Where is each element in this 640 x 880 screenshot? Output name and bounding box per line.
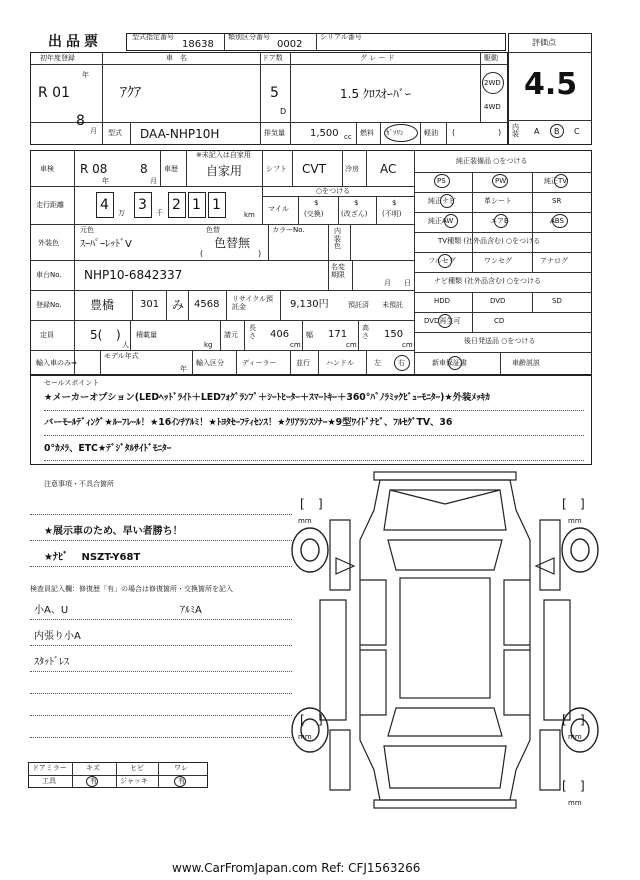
length-label: 長さ <box>249 324 256 340</box>
tire-fr-bracket-r: ] <box>580 497 585 511</box>
mileage-digit-3: 2 <box>172 197 181 213</box>
nav-header: ナビ種類 (社外品含む) ○をつける <box>434 277 542 285</box>
width-value: 171 <box>328 329 348 340</box>
equip-navi: 純正ナビ <box>428 197 456 205</box>
first-reg-label: 初年度登録 <box>40 54 75 62</box>
inner-color-label: 内装色 <box>334 227 341 251</box>
notes-line-1: ★展示車のため、早い者勝ち！ <box>44 526 183 537</box>
mileage-digit-4: 1 <box>192 197 201 213</box>
sales-line-1: ★メーカーオプション(LEDﾍｯﾄﾞﾗｲﾄ＋LEDﾌｫｸﾞﾗﾝﾌﾟ＋ｼｰﾄﾋｰﾀｰ＋ｽﾏｰﾄｷｰ＋360°ﾊﾟﾉﾗﾐｯｸﾋﾞｭｰﾓﾆﾀｰ)★外装ﾒｯｷｶ <box>44 392 490 403</box>
legend-jack-have: 有 <box>178 777 185 785</box>
grade-label: グ レ ー ド <box>360 54 395 62</box>
shaken-year: R 08 <box>80 162 108 176</box>
nav-dvd: DVD <box>490 297 506 305</box>
mileage-unknown: (不明) <box>382 210 402 218</box>
nav-cd: CD <box>494 317 505 325</box>
legend-mirror: ドアミラー <box>32 764 67 772</box>
notes-label: 注意事項・不具合箇所 <box>44 480 114 488</box>
spare-bracket-l: [ <box>562 779 567 793</box>
equip-ps: PS <box>437 177 446 185</box>
car-name: ｱｸｱ <box>120 85 141 101</box>
equip-sr: SR <box>552 197 562 205</box>
tire-rl-bracket-r: ] <box>318 713 323 727</box>
mileage-swap: (交換) <box>304 210 324 218</box>
load-label: 積載量 <box>136 331 157 339</box>
car-damage-diagram <box>290 470 600 810</box>
shaken-month: 8 <box>140 162 148 176</box>
load-unit: kg <box>204 341 213 349</box>
recycle-amount: 9,130円 <box>290 299 329 310</box>
footer-reference: www.CarFromJapan.com Ref: CFJ1563266 <box>172 861 421 875</box>
request-label: 請元 <box>224 331 238 339</box>
interior-b: B <box>554 127 560 136</box>
registration-area: 豊橋 <box>90 298 115 312</box>
tv-header: TV種類 (社外品含む) ○をつける <box>438 237 541 245</box>
import-dealer: ディーラー <box>242 359 277 367</box>
handle-left: 左 <box>374 359 381 367</box>
doors-label: ドア数 <box>262 54 283 62</box>
score-value: 4.5 <box>524 67 578 102</box>
sheet-title: 出品票 <box>48 34 102 50</box>
spare-mm: mm <box>568 799 582 807</box>
rename-deadline-label: 名変期限 <box>331 263 345 279</box>
doors-type: D <box>280 107 287 116</box>
color-repaint: 色替無 <box>214 236 251 250</box>
width-unit: cm <box>346 341 357 349</box>
car-name-label: 車 名 <box>166 54 187 62</box>
model-label: 型式 <box>108 129 122 137</box>
nav-sd: SD <box>552 297 562 305</box>
type-approval-label: 型式指定番号 <box>132 33 174 41</box>
interior-label: 内装 <box>512 123 519 138</box>
serial-label: シリアル番号 <box>320 33 362 41</box>
sales-point-label: セールスポイント <box>44 379 100 387</box>
grade-name: 1.5 ｸﾛｽｵｰﾊﾞｰ <box>340 87 411 101</box>
ac-value: AC <box>380 162 397 176</box>
tv-fullseg: フルセグ <box>428 257 456 265</box>
mileage-swap-mark: $ <box>314 199 319 207</box>
ac-label: 冷房 <box>345 165 359 173</box>
fuel-gasoline: ｶﾞｿﾘﾝ <box>386 129 404 137</box>
later-warranty: 新車保証書 <box>432 359 467 367</box>
height-unit: cm <box>402 341 413 349</box>
interior-b-circle <box>550 124 564 138</box>
legend-crack: ヒビ <box>130 764 144 772</box>
mileage-tamper: (改ざん) <box>341 210 368 218</box>
rename-month: 月 <box>384 279 391 287</box>
tire-fl-bracket-r: ] <box>318 497 323 511</box>
light-oil-label: 軽油 <box>424 129 438 137</box>
mileage-sen: 千 <box>156 209 163 217</box>
mileage-digit-2: 3 <box>138 197 147 213</box>
mileage-tamper-mark: $ <box>354 199 359 207</box>
use-value: 自家用 <box>206 164 243 178</box>
model-year-label: モデル年式 <box>104 352 139 360</box>
handle-right-circle <box>394 355 410 371</box>
color-code-label: 色替 <box>206 226 220 234</box>
equip-tv: 純正TV <box>544 177 568 185</box>
fuel-circle <box>384 124 418 142</box>
interior-c: C <box>574 127 580 136</box>
rename-day: 日 <box>404 279 411 287</box>
displacement-value: 1,500 <box>310 128 339 139</box>
score-label: 評価点 <box>532 38 556 47</box>
tire-rr-bracket-r: ] <box>580 713 585 727</box>
color-paren-left: ( <box>200 249 204 258</box>
mileage-unknown-mark: $ <box>392 199 397 207</box>
model-code: DAA-NHP10H <box>140 127 220 141</box>
shift-label: シフト <box>266 165 287 173</box>
fuel-label: 燃料 <box>360 129 374 137</box>
type-approval-number: 18638 <box>182 39 214 50</box>
color-number-label: カラーNo. <box>272 226 305 234</box>
inspector-entry-3: 内張り小A <box>34 631 81 642</box>
first-reg-year: R 01 <box>38 85 70 101</box>
use-note: ※未記入は自家用 <box>196 151 251 159</box>
later-header: 後日発送品 ○をつける <box>464 337 536 345</box>
color-paren-right: ) <box>258 249 262 258</box>
handle-label: ハンドル <box>326 359 354 367</box>
displacement-label: 排気量 <box>264 129 285 137</box>
tire-rl-mm: mm <box>298 733 312 741</box>
equip-aw: 純正AW <box>428 217 454 225</box>
inspector-entry-1: 小A、U <box>34 605 69 616</box>
class-label: 類別区分番号 <box>228 33 270 41</box>
inspector-entry-4: ｽﾀｯﾄﾞﾚｽ <box>34 657 69 668</box>
tire-fr-bracket-l: [ <box>562 497 567 511</box>
legend-tools: 工具 <box>42 777 56 785</box>
tire-fl-bracket-l: [ <box>300 497 305 511</box>
use-label: 車歴 <box>164 165 178 173</box>
color-orig-label: 元色 <box>80 226 94 234</box>
tire-rr-mm: mm <box>568 733 582 741</box>
model-year-unit: 年 <box>180 365 187 373</box>
tire-rl-bracket-l: [ <box>300 713 305 727</box>
equip-pw: PW <box>495 177 507 185</box>
shaken-month-unit: 月 <box>150 177 157 185</box>
interior-a: A <box>534 127 540 136</box>
color-label: 外装色 <box>38 239 59 247</box>
height-value: 150 <box>384 329 404 340</box>
sales-line-2: バーﾓｰﾙﾃﾞｨﾝｸﾞ★ﾙｰﾌﾚｰﾙ！★16ｲﾝﾁｱﾙﾐ！★ﾄﾖﾀｾｰﾌﾃｨｾﾝｽ！★ｸﾘｱﾗﾝｽｿﾅｰ★9型ﾜｲﾄﾞﾅﾋﾞ、ﾌﾙｾｸﾞTV、36 <box>44 417 453 428</box>
inspector-label: 検査員記入欄：修復歴「有」の場合は修復箇所・交換箇所を記入 <box>30 585 233 593</box>
doors-count: 5 <box>270 85 279 101</box>
mileage-man: 万 <box>118 209 125 217</box>
drive-label: 駆動 <box>484 54 498 62</box>
spare-bracket-r: ] <box>580 779 585 793</box>
drive-2wd-circle <box>482 72 504 94</box>
registration-label: 登録No. <box>36 301 62 309</box>
import-type-label: 輸入区分 <box>196 359 224 367</box>
later-shakensho: 車齢説説 <box>512 359 540 367</box>
handle-right: 右 <box>398 359 405 367</box>
first-reg-month-unit: 月 <box>90 127 97 135</box>
mileage-digit-1: 4 <box>100 197 109 213</box>
equip-airbag: エアB <box>490 217 509 225</box>
drive-4wd: 4WD <box>484 103 501 111</box>
first-reg-year-unit: 年 <box>82 71 89 79</box>
shift-value: CVT <box>302 162 326 176</box>
first-reg-month: 8 <box>76 113 85 129</box>
shaken-year-unit: 年 <box>102 177 109 185</box>
registration-number: 4568 <box>194 299 220 310</box>
shaken-label: 車検 <box>40 165 54 173</box>
chassis-label: 車台No. <box>36 271 62 279</box>
sales-line-3: 0°ｶﾒﾗ、ETC★ﾃﾞｼﾞﾀﾙｻｲﾄﾞﾓﾆﾀｰ <box>44 443 172 454</box>
legend-scratch: キズ <box>86 764 100 772</box>
fuel-paren-left: ( <box>452 128 456 137</box>
width-label: 幅 <box>306 331 313 339</box>
tire-rr-bracket-l: [ <box>562 713 567 727</box>
mileage-mile: マイル <box>268 205 289 213</box>
recycle-not-deposited: 未預託 <box>382 301 403 309</box>
nav-hdd: HDD <box>434 297 451 305</box>
mileage-digit-5: 1 <box>212 197 221 213</box>
capacity-person-unit: 人 <box>122 341 129 349</box>
mileage-circle-note: ○をつける <box>316 187 351 195</box>
tv-analog: アナログ <box>540 257 568 265</box>
legend-break: ワレ <box>174 764 188 772</box>
mileage-km: km <box>244 211 255 219</box>
length-unit: cm <box>290 341 301 349</box>
registration-kana: み <box>172 298 185 312</box>
drive-2wd: 2WD <box>484 79 501 87</box>
class-number: 0002 <box>277 39 303 50</box>
import-parallel: 並行 <box>296 359 310 367</box>
registration-class: 301 <box>140 299 160 310</box>
recycle-deposited: 預託済 <box>348 301 369 309</box>
import-label: 輸入車のみ⇒ <box>36 359 77 367</box>
inspector-entry-2: ｱﾙﾐA <box>180 605 202 616</box>
legend-tools-have: 有 <box>90 777 97 785</box>
tire-fr-mm: mm <box>568 517 582 525</box>
capacity-paren-right: ) <box>116 328 121 342</box>
chassis-number: NHP10-6842337 <box>84 268 183 282</box>
tv-oneseg: ワンセグ <box>484 257 512 265</box>
recycle-label: リサイクル預託金 <box>232 295 274 312</box>
color-orig: ｽｰﾊﾟｰﾚｯﾄﾞV <box>80 239 132 250</box>
length-value: 406 <box>270 329 290 340</box>
capacity-value: 5( <box>90 328 103 342</box>
tire-fl-mm: mm <box>298 517 312 525</box>
equip-leather: 革シート <box>484 197 512 205</box>
mileage-label: 走行距離 <box>36 201 64 209</box>
legend-jack: ジャッキ <box>120 777 148 785</box>
fuel-paren-right: ) <box>498 128 502 137</box>
height-label: 高さ <box>362 324 369 340</box>
capacity-label: 定員 <box>40 331 54 339</box>
equip-abs: ABS <box>550 217 564 225</box>
equipment-header: 純正装備品 ○をつける <box>456 157 528 165</box>
displacement-unit: cc <box>344 133 352 141</box>
notes-line-2: ★ﾅﾋﾞ NSZT-Y68T <box>44 552 141 563</box>
nav-dvd-play: DVD再生可 <box>424 317 461 325</box>
